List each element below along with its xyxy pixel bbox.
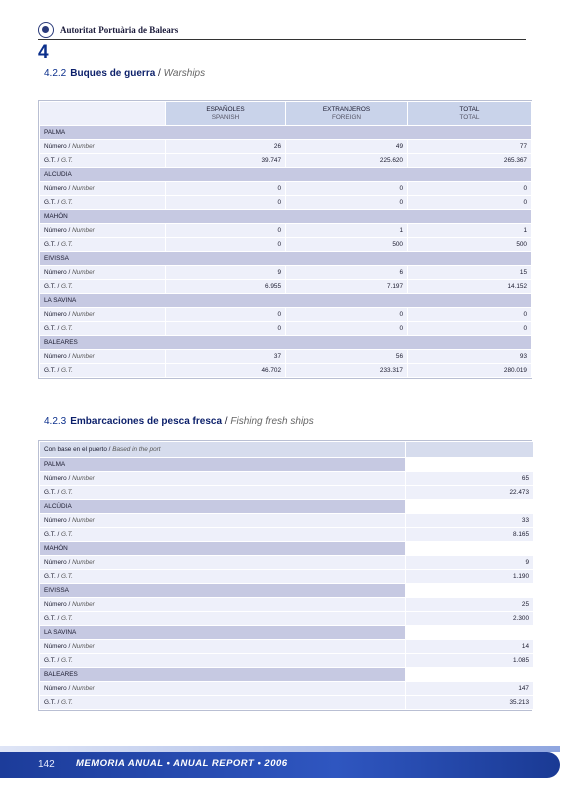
group-name: BALEARES	[40, 336, 532, 350]
row-label: Número / Number	[40, 182, 166, 196]
table-row	[40, 598, 534, 612]
table-cell: 0	[166, 308, 286, 322]
row-label: G.T. / G.T.	[40, 154, 166, 168]
table-cell: 1	[408, 224, 532, 238]
table-cell: 0	[286, 196, 408, 210]
table-cell: 93	[408, 350, 532, 364]
table-cell: 46.702	[166, 364, 286, 378]
table-row	[40, 224, 532, 238]
table-cell: 22.473	[406, 486, 534, 500]
column-header-total: TOTAL TOTAL	[408, 102, 532, 126]
group-row	[40, 626, 534, 640]
table-cell: 8.165	[406, 528, 534, 542]
table-cell: 56	[286, 350, 408, 364]
table-cell: 0	[166, 196, 286, 210]
group-name: EIVISSA	[40, 584, 406, 598]
group-row	[40, 210, 532, 224]
table-cell: 65	[406, 472, 534, 486]
table-cell: 0	[286, 182, 408, 196]
table-corner	[40, 102, 166, 126]
table-row	[40, 364, 532, 378]
table-row	[40, 570, 534, 584]
group-row	[40, 252, 532, 266]
row-label: Número / Number	[40, 514, 406, 528]
table-cell: 0	[166, 322, 286, 336]
group-row	[40, 584, 534, 598]
table-cell: 0	[408, 182, 532, 196]
group-name: BALEARES	[40, 668, 406, 682]
chapter-number: 4	[38, 42, 49, 63]
table-row	[40, 612, 534, 626]
group-row	[40, 668, 534, 682]
row-label: G.T. / G.T.	[40, 280, 166, 294]
group-row	[40, 336, 532, 350]
page-footer	[0, 752, 560, 778]
table-cell: 0	[408, 196, 532, 210]
row-label: Número / Number	[40, 682, 406, 696]
table-cell: 9	[406, 556, 534, 570]
table-cell: 500	[286, 238, 408, 252]
group-name: ALCÚDIA	[40, 500, 406, 514]
table-row	[40, 696, 534, 710]
table-row	[40, 140, 532, 154]
table-row	[40, 556, 534, 570]
table-cell: 1	[286, 224, 408, 238]
table-row	[40, 280, 532, 294]
table-row	[40, 308, 532, 322]
table-cell: 1.085	[406, 654, 534, 668]
table-row	[40, 682, 534, 696]
table-row	[40, 154, 532, 168]
table-row	[40, 238, 532, 252]
warships-table-box	[38, 100, 532, 379]
row-label: Número / Number	[40, 472, 406, 486]
group-name: LA SAVINA	[40, 626, 406, 640]
fishing-table-box	[38, 440, 532, 711]
group-name: PALMA	[40, 126, 532, 140]
group-name: EIVISSA	[40, 252, 532, 266]
table-cell: 0	[286, 322, 408, 336]
table-row	[40, 486, 534, 500]
table-cell: 49	[286, 140, 408, 154]
table-cell: 37	[166, 350, 286, 364]
table-row	[40, 196, 532, 210]
column-header-foreign: EXTRANJEROS FOREIGN	[286, 102, 408, 126]
table-cell: 33	[406, 514, 534, 528]
port-authority-logo-icon	[38, 22, 54, 38]
fishing-subheader-row	[40, 442, 534, 458]
row-label: Número / Number	[40, 350, 166, 364]
row-label: Número / Number	[40, 266, 166, 280]
warships-table	[39, 101, 532, 378]
table-cell: 0	[166, 182, 286, 196]
table-cell: 6.955	[166, 280, 286, 294]
organization-name: Autoritat Portuària de Balears	[60, 25, 179, 35]
group-name: LA SAVINA	[40, 294, 532, 308]
table-cell: 0	[408, 308, 532, 322]
table-cell: 77	[408, 140, 532, 154]
row-label: G.T. / G.T.	[40, 528, 406, 542]
table-row	[40, 654, 534, 668]
page-number: 142	[38, 759, 55, 770]
row-label: G.T. / G.T.	[40, 196, 166, 210]
table-row	[40, 266, 532, 280]
row-label: Número / Number	[40, 556, 406, 570]
group-row	[40, 500, 534, 514]
table-cell: 7.197	[286, 280, 408, 294]
table-cell: 225.620	[286, 154, 408, 168]
table-row	[40, 182, 532, 196]
table-row	[40, 472, 534, 486]
row-label: Número / Number	[40, 308, 166, 322]
table-row	[40, 350, 532, 364]
fishing-subheader-label: Con base en el puerto / Based in the port	[40, 442, 406, 458]
table-cell: 0	[166, 238, 286, 252]
group-name: ALCUDIA	[40, 168, 532, 182]
table-cell: 0	[408, 322, 532, 336]
row-label: Número / Number	[40, 640, 406, 654]
row-label: G.T. / G.T.	[40, 364, 166, 378]
table-cell: 26	[166, 140, 286, 154]
header-rule	[38, 39, 526, 40]
column-header-spanish: ESPAÑOLES SPANISH	[166, 102, 286, 126]
table-cell: 147	[406, 682, 534, 696]
table-cell: 500	[408, 238, 532, 252]
footer-strip	[0, 746, 560, 752]
table-cell: 2.300	[406, 612, 534, 626]
table-row	[40, 514, 534, 528]
row-label: G.T. / G.T.	[40, 486, 406, 500]
group-row	[40, 126, 532, 140]
table-cell: 6	[286, 266, 408, 280]
row-label: G.T. / G.T.	[40, 322, 166, 336]
table-cell: 233.317	[286, 364, 408, 378]
fishing-table	[39, 441, 534, 710]
table-row	[40, 322, 532, 336]
table-cell: 0	[286, 308, 408, 322]
table-cell: 15	[408, 266, 532, 280]
section-title-fishing: 4.2.3 Embarcaciones de pesca fresca / Fishing fresh ships	[44, 416, 314, 427]
row-label: Número / Number	[40, 224, 166, 238]
table-cell: 25	[406, 598, 534, 612]
table-cell: 280.019	[408, 364, 532, 378]
table-cell: 9	[166, 266, 286, 280]
group-row	[40, 294, 532, 308]
table-cell: 35.213	[406, 696, 534, 710]
table-row	[40, 528, 534, 542]
table-cell: 265.367	[408, 154, 532, 168]
page-header	[38, 22, 178, 38]
table-row	[40, 640, 534, 654]
row-label: G.T. / G.T.	[40, 654, 406, 668]
table-cell: 0	[166, 224, 286, 238]
table-cell: 1.190	[406, 570, 534, 584]
row-label: Número / Number	[40, 598, 406, 612]
group-row	[40, 542, 534, 556]
section-title-warships: 4.2.2 Buques de guerra / Warships	[44, 68, 206, 79]
row-label: G.T. / G.T.	[40, 612, 406, 626]
group-row	[40, 458, 534, 472]
table-cell: 14.152	[408, 280, 532, 294]
group-name: MAHÓN	[40, 542, 406, 556]
row-label: G.T. / G.T.	[40, 570, 406, 584]
footer-title: MEMORIA ANUAL • ANUAL REPORT • 2006	[76, 758, 288, 769]
table-cell: 14	[406, 640, 534, 654]
row-label: G.T. / G.T.	[40, 238, 166, 252]
group-name: PALMA	[40, 458, 406, 472]
group-name: MAHÓN	[40, 210, 532, 224]
row-label: G.T. / G.T.	[40, 696, 406, 710]
row-label: Número / Number	[40, 140, 166, 154]
group-row	[40, 168, 532, 182]
table-cell: 39.747	[166, 154, 286, 168]
